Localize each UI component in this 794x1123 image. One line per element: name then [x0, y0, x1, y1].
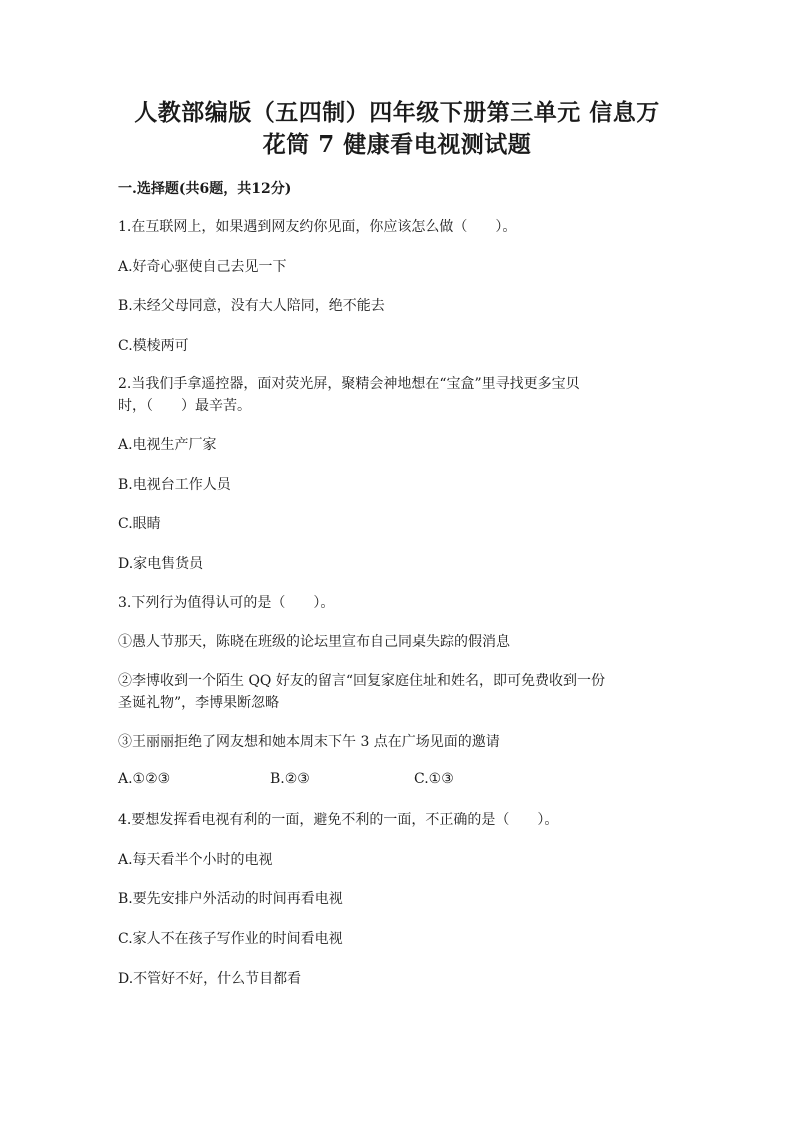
question-4-option-a: A.每天看半个小时的电视 — [118, 852, 273, 868]
question-1-option-b: B.未经父母同意，没有大人陪同，绝不能去 — [118, 298, 385, 314]
question-2-option-a: A.电视生产厂家 — [118, 437, 217, 453]
question-3-statement-1: ①愚人节那天，陈晓在班级的论坛里宣布自己同桌失踪的假消息 — [118, 634, 510, 650]
question-3-option-c: C.①③ — [414, 771, 454, 787]
question-2-option-d: D.家电售货员 — [118, 556, 204, 572]
section-heading: 一.选择题(共6题，共12分) — [118, 181, 292, 197]
question-4-option-c: C.家人不在孩子写作业的时间看电视 — [118, 931, 343, 947]
question-2-stem-line-2: 时，（ ）最辛苦。 — [118, 398, 251, 414]
question-4-option-d: D.不管好不好，什么节目都看 — [118, 971, 302, 987]
question-3-option-a: A.①②③ — [118, 771, 171, 787]
question-1-option-a: A.好奇心驱使自己去见一下 — [118, 259, 287, 275]
question-3-statement-3: ③王丽丽拒绝了网友想和她本周末下午 3 点在广场见面的邀请 — [118, 734, 500, 750]
question-4-stem: 4.要想发挥看电视有利的一面，避免不利的一面，不正确的是（ ）。 — [118, 812, 559, 828]
document-title-line-2: 花筒 7 健康看电视测试题 — [262, 131, 532, 158]
question-2-option-c: C.眼睛 — [118, 516, 161, 532]
question-3-option-b: B.②③ — [270, 771, 310, 787]
question-3-statement-2-line-1: ②李博收到一个陌生 QQ 好友的留言“回复家庭住址和姓名，即可免费收到一份 — [118, 673, 606, 689]
question-3-statement-2-line-2: 圣诞礼物”，李博果断忽略 — [118, 695, 280, 711]
question-1-stem: 1.在互联网上，如果遇到网友约你见面，你应该怎么做（ ）。 — [118, 219, 517, 235]
question-2-option-b: B.电视台工作人员 — [118, 477, 231, 493]
question-3-stem: 3.下列行为值得认可的是（ ）。 — [118, 595, 335, 611]
question-4-option-b: B.要先安排户外活动的时间再看电视 — [118, 891, 343, 907]
question-2-stem-line-1: 2.当我们手拿遥控器，面对荧光屏，聚精会神地想在“宝盒”里寻找更多宝贝 — [118, 376, 580, 392]
document-title-line-1: 人教部编版（五四制）四年级下册第三单元 信息万 — [134, 99, 660, 126]
question-1-option-c: C.模棱两可 — [118, 338, 189, 354]
